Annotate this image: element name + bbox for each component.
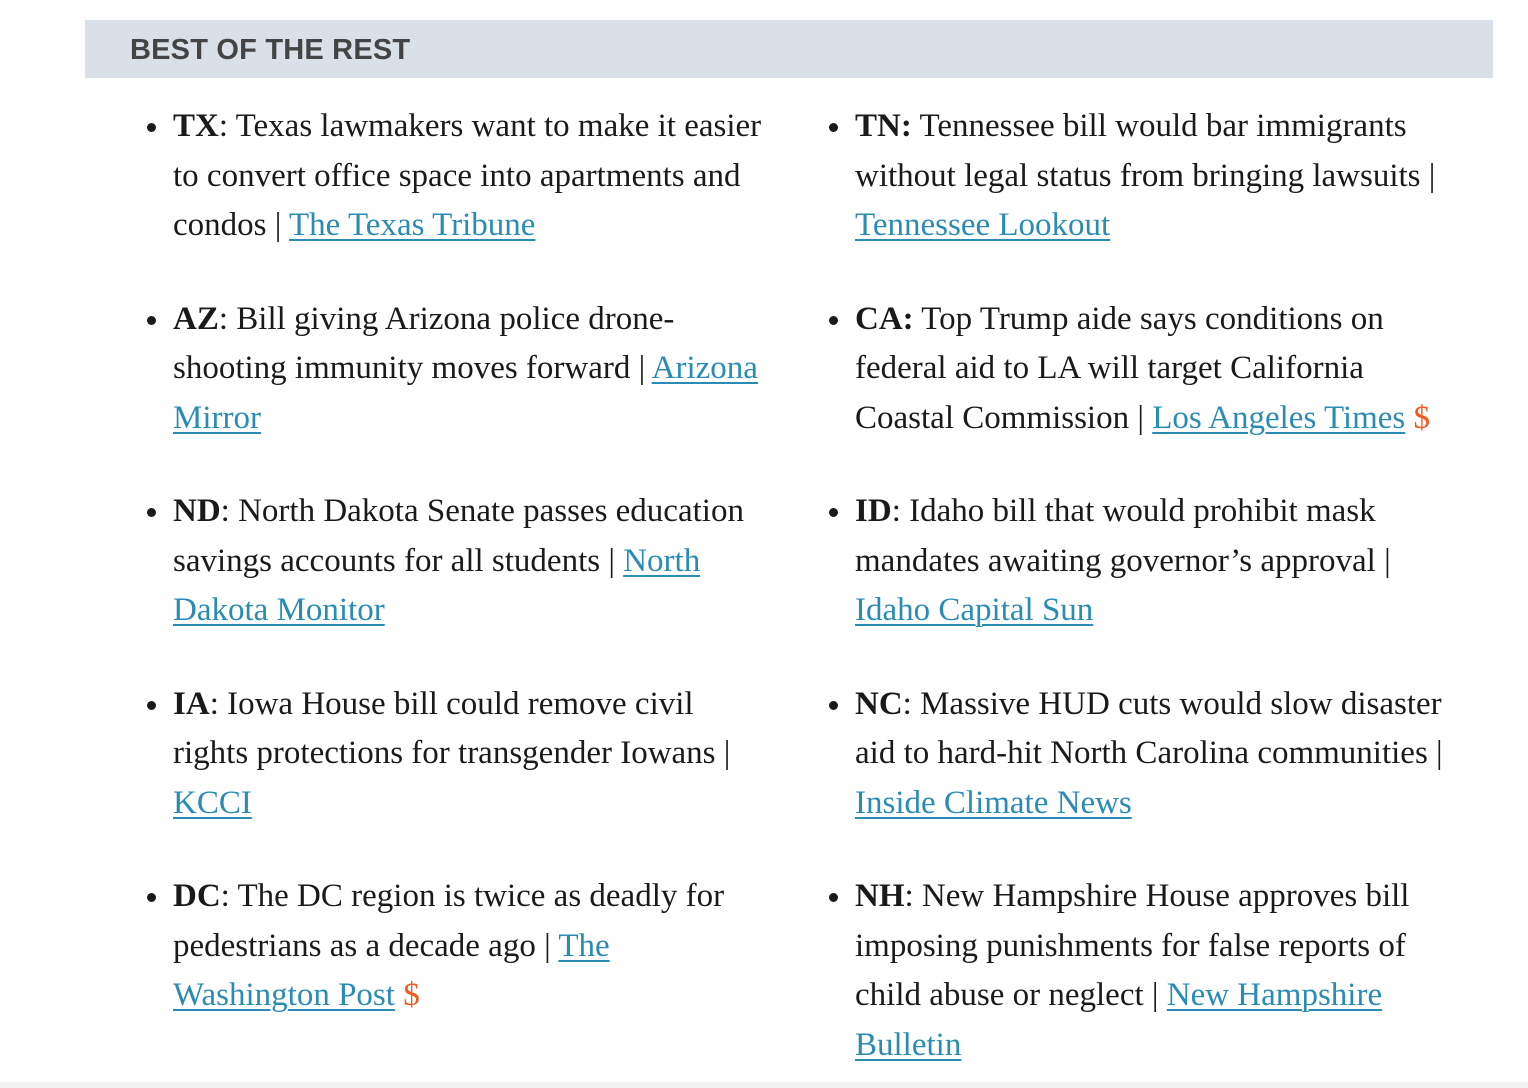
headline-text: The DC region is twice as deadly for pedestrians as a decade ago | xyxy=(173,878,725,964)
paywall-indicator: $ xyxy=(394,977,420,1013)
state-separator: : xyxy=(220,878,230,914)
state-code: IA xyxy=(173,685,210,722)
state-separator: : xyxy=(220,493,230,529)
state-separator: : xyxy=(891,493,901,529)
state-code: AZ xyxy=(173,300,219,337)
news-item xyxy=(855,872,1455,1070)
headline-text: Massive HUD cuts would slow disaster aid to hard-hit North Carolina communities | xyxy=(855,685,1443,771)
source-link[interactable]: The Texas Tribune xyxy=(289,207,536,243)
source-link[interactable]: Los Angeles Times xyxy=(1152,399,1406,436)
headline-text: Texas lawmakers want to make it easier to convert office space into apartments and condos | xyxy=(173,108,762,243)
news-item xyxy=(855,487,1455,636)
headline-text: Idaho bill that would prohibit mask mandates awaiting governor’s approval | xyxy=(855,493,1391,579)
headline-text: Bill giving Arizona police drone-shooting immunity moves forward | xyxy=(173,300,675,386)
news-item xyxy=(173,295,773,444)
state-separator: : xyxy=(218,108,229,144)
state-separator: : xyxy=(209,685,219,722)
headline-text: Iowa House bill could remove civil rights protections for transgender Iowans | xyxy=(173,685,731,771)
state-code: ND xyxy=(173,493,221,529)
source-link[interactable]: The Washington Post xyxy=(173,927,610,1013)
news-item xyxy=(173,102,773,251)
news-list-right-column xyxy=(855,102,1455,1088)
news-list-left-column xyxy=(173,102,773,1065)
state-separator: : xyxy=(904,878,914,914)
source-link[interactable]: New Hampshire Bulletin xyxy=(855,977,1383,1063)
news-item xyxy=(173,680,773,829)
section-header-best-of-the-rest xyxy=(85,20,1493,78)
state-code: NC xyxy=(855,685,903,722)
source-link[interactable]: Idaho Capital Sun xyxy=(855,592,1094,628)
state-code: CA: xyxy=(855,300,914,337)
headline-text: North Dakota Senate passes education savings accounts for all students | xyxy=(173,493,744,579)
news-item xyxy=(173,487,773,636)
news-item xyxy=(855,680,1455,829)
source-link[interactable]: Arizona Mirror xyxy=(173,350,758,436)
news-item xyxy=(855,295,1455,444)
source-link[interactable]: KCCI xyxy=(173,784,252,821)
headline-text: New Hampshire House approves bill imposing punishments for false reports of child abuse or neglect | xyxy=(855,878,1410,1013)
section-title: BEST OF THE REST xyxy=(130,34,411,66)
headline-text: Tennessee bill would bar immigrants without legal status from bringing lawsuits | xyxy=(855,108,1436,194)
state-separator: : xyxy=(902,685,912,722)
news-item xyxy=(173,872,773,1021)
source-link[interactable]: Tennessee Lookout xyxy=(855,207,1111,243)
state-code: TN: xyxy=(855,108,912,144)
source-link[interactable]: Inside Climate News xyxy=(855,784,1132,821)
bottom-edge-shadow xyxy=(0,1082,1528,1088)
state-code: ID xyxy=(855,493,892,529)
source-link[interactable]: North Dakota Monitor xyxy=(173,542,701,628)
state-code: NH xyxy=(855,878,905,914)
state-code: DC xyxy=(173,878,221,914)
news-item xyxy=(855,102,1455,251)
state-code: TX xyxy=(173,108,219,144)
headline-text: Top Trump aide says conditions on federal aid to LA will target California Coastal Commission | xyxy=(855,300,1384,436)
paywall-indicator: $ xyxy=(1405,399,1431,436)
state-separator: : xyxy=(218,300,229,337)
